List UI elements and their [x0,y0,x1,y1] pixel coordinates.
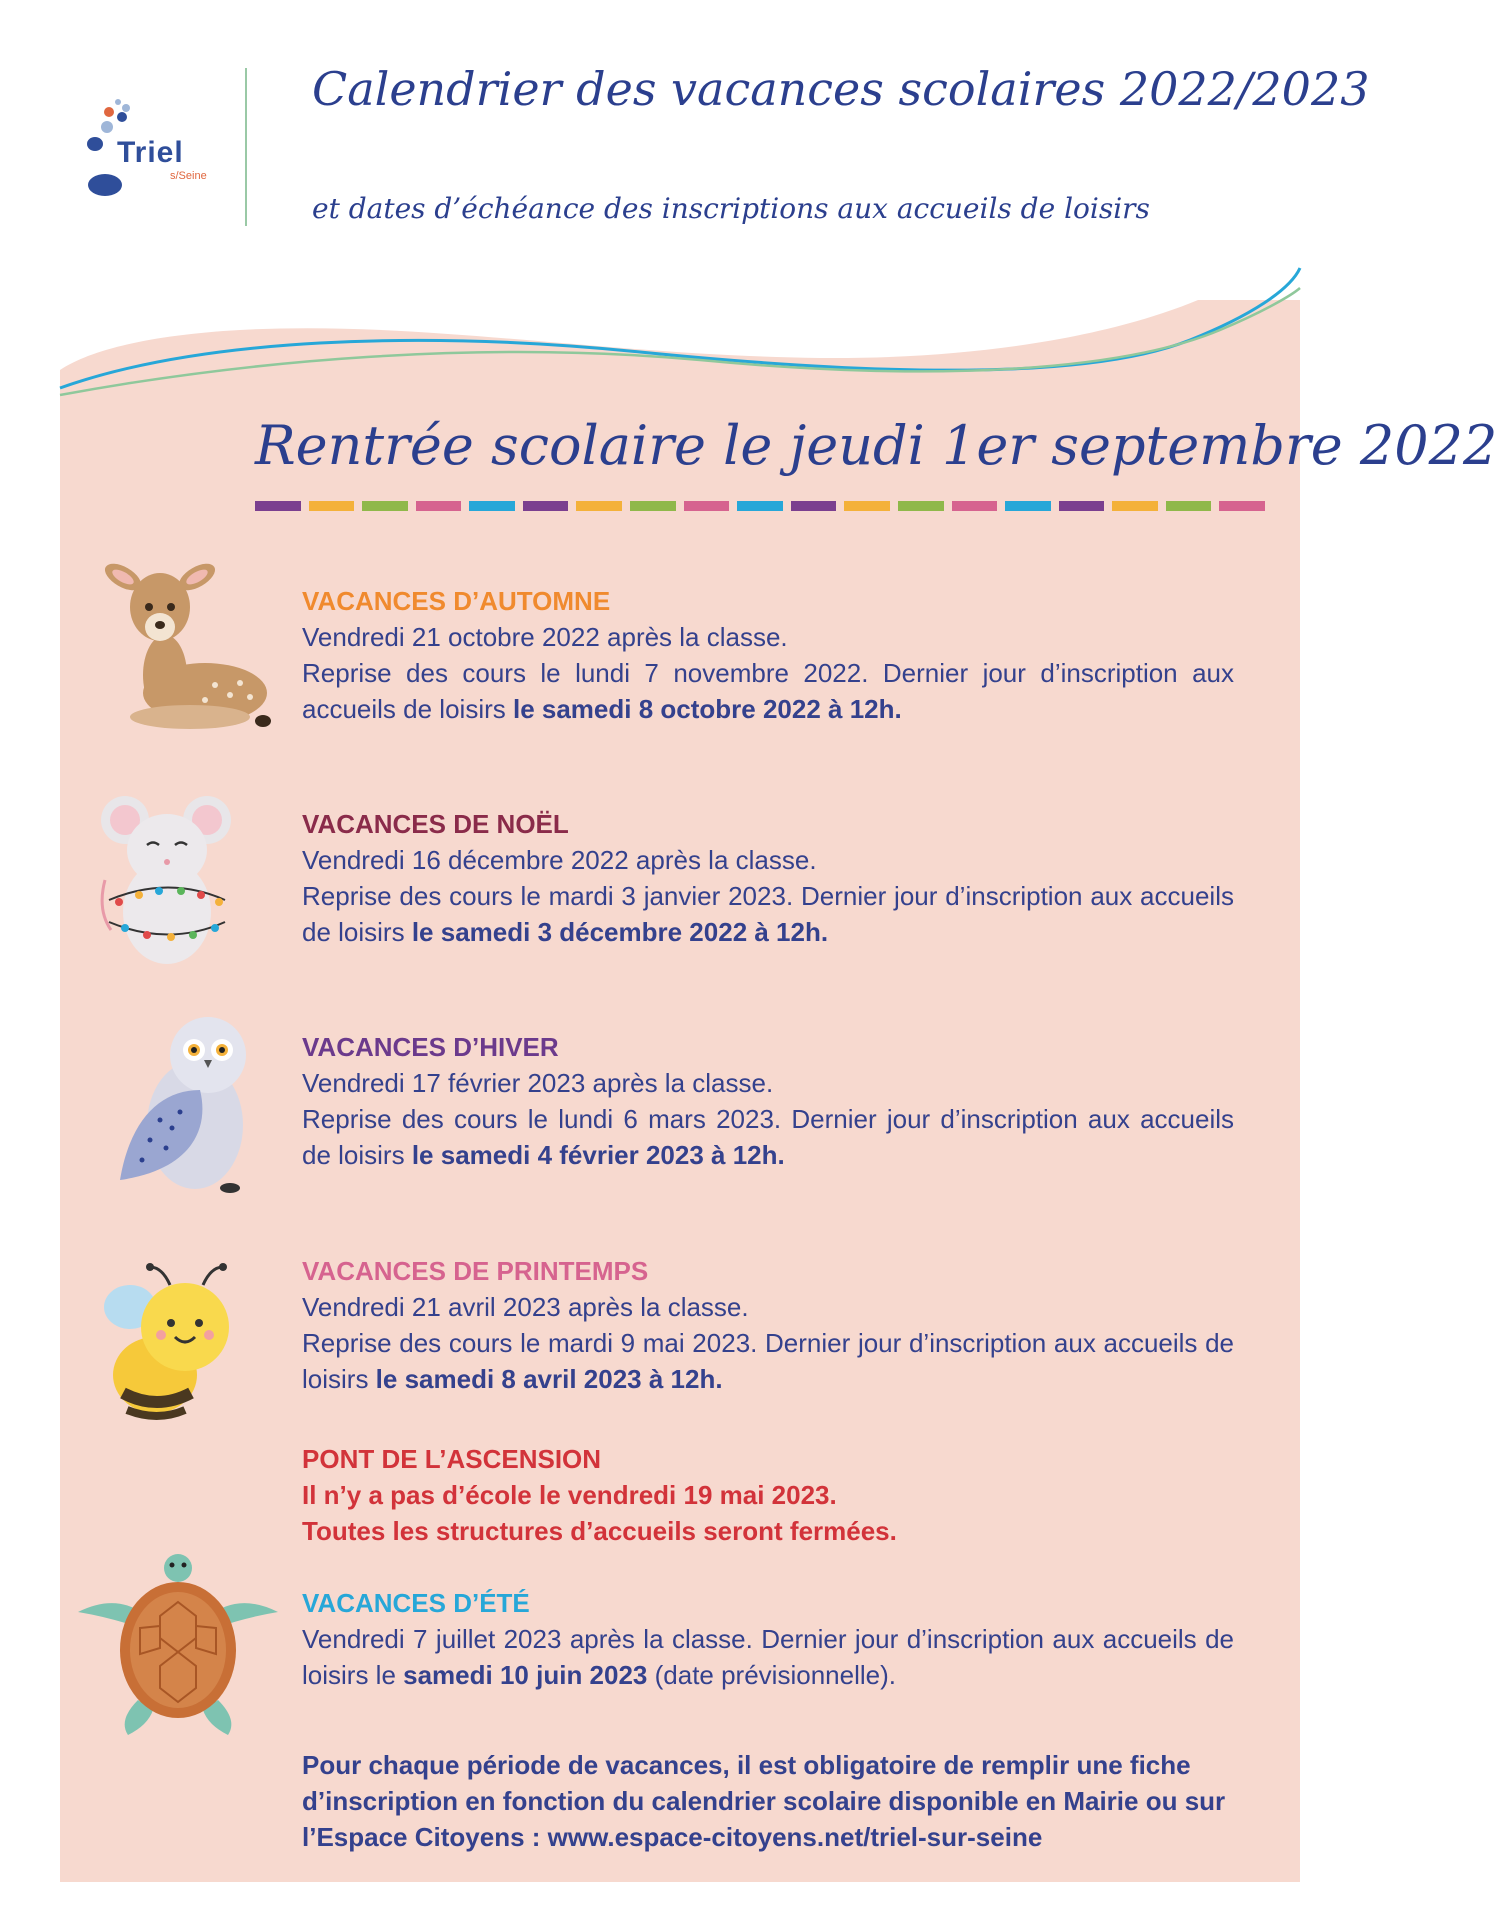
dash-segment [362,501,408,511]
deadline-text: le samedi 8 octobre 2022 à 12h. [512,694,902,724]
section-automne [302,583,1234,727]
section-line [302,1621,1234,1693]
section-ascension [302,1441,1234,1549]
section-line [302,1101,1234,1173]
dash-segment [952,501,998,511]
page-subtitle: et dates d’échéance des inscriptions aux accueils de loisirs [312,192,1150,225]
dash-segment [1112,501,1158,511]
section-heading: VACANCES D’ÉTÉ [302,1588,530,1618]
section-text: Reprise des cours le mardi 9 mai 2023. Dernier jour d’inscription aux accueils de loisirs [302,1328,1234,1394]
header-divider [245,68,247,226]
colored-dash-divider [255,501,1265,511]
dash-segment [1059,501,1105,511]
section-line: Toutes les structures d’accueils seront fermées. [302,1516,897,1546]
section-heading: VACANCES D’HIVER [302,1032,559,1062]
dash-segment [844,501,890,511]
deadline-text: le samedi 4 février 2023 à 12h. [411,1140,785,1170]
section-heading: PONT DE L’ASCENSION [302,1444,602,1474]
logo-name: Triel [117,136,184,169]
logo-subtitle: s/Seine [170,170,207,182]
deadline-text: samedi 10 juin 2023 [403,1660,648,1690]
section-line: Il n’y a pas d’école le vendredi 19 mai 2023. [302,1480,837,1510]
section-heading: VACANCES DE NOËL [302,809,569,839]
page-title: Calendrier des vacances scolaires 2022/2023 [312,62,1370,116]
dash-segment [791,501,837,511]
dash-segment [523,501,569,511]
fawn-icon [95,545,275,735]
section-line: Vendredi 16 décembre 2022 après la classe. [302,845,817,875]
section-heading: VACANCES DE PRINTEMPS [302,1256,649,1286]
section-text: Reprise des cours le lundi 7 novembre 2022. Dernier jour d’inscription aux accueils de loisirs [302,658,1234,724]
dash-segment [469,501,515,511]
section-line: Vendredi 17 février 2023 après la classe. [302,1068,774,1098]
turtle-icon [78,1550,278,1740]
bee-icon [95,1265,255,1425]
deadline-text: le samedi 8 avril 2023 à 12h. [375,1364,723,1394]
section-line: Vendredi 21 avril 2023 après la classe. [302,1292,749,1322]
section-line [302,878,1234,950]
section-text: Reprise des cours le mardi 3 janvier 2023. Dernier jour d’inscription aux accueils de loisirs [302,881,1234,947]
dash-segment [898,501,944,511]
dash-segment [737,501,783,511]
section-noel [302,806,1234,950]
section-text: Reprise des cours le lundi 6 mars 2023. Dernier jour d’inscription aux accueils de loisirs [302,1104,1234,1170]
dash-segment [416,501,462,511]
dash-segment [1166,501,1212,511]
section-heading: VACANCES D’AUTOMNE [302,586,611,616]
section-printemps [302,1253,1234,1397]
dash-segment [309,501,355,511]
dash-segment [630,501,676,511]
deadline-text: le samedi 3 décembre 2022 à 12h. [411,917,829,947]
mouse-icon [95,790,255,980]
section-line [302,1325,1234,1397]
section-hiver [302,1029,1234,1173]
section-text: (date prévisionnelle). [647,1660,896,1690]
section-ete [302,1585,1234,1693]
dash-segment [576,501,622,511]
owl-icon [100,1010,260,1200]
section-text: Vendredi 7 juillet 2023 après la classe. Dernier jour d’inscription aux accueils de loisirs le [302,1624,1234,1690]
section-line [302,655,1234,727]
dash-segment [684,501,730,511]
registration-note: Pour chaque période de vacances, il est obligatoire de remplir une fiche d’inscription en fonction du calendrier scolaire disponible en Mairie ou sur l’Espace Citoyens : www.espace-citoyens.net/triel-sur-seine [302,1750,1226,1852]
section-line: Vendredi 21 octobre 2022 après la classe. [302,622,788,652]
dash-segment [1219,501,1265,511]
rentree-heading: Rentrée scolaire le jeudi 1er septembre 2022 [255,414,1497,477]
dash-segment [255,501,301,511]
dash-segment [1005,501,1051,511]
